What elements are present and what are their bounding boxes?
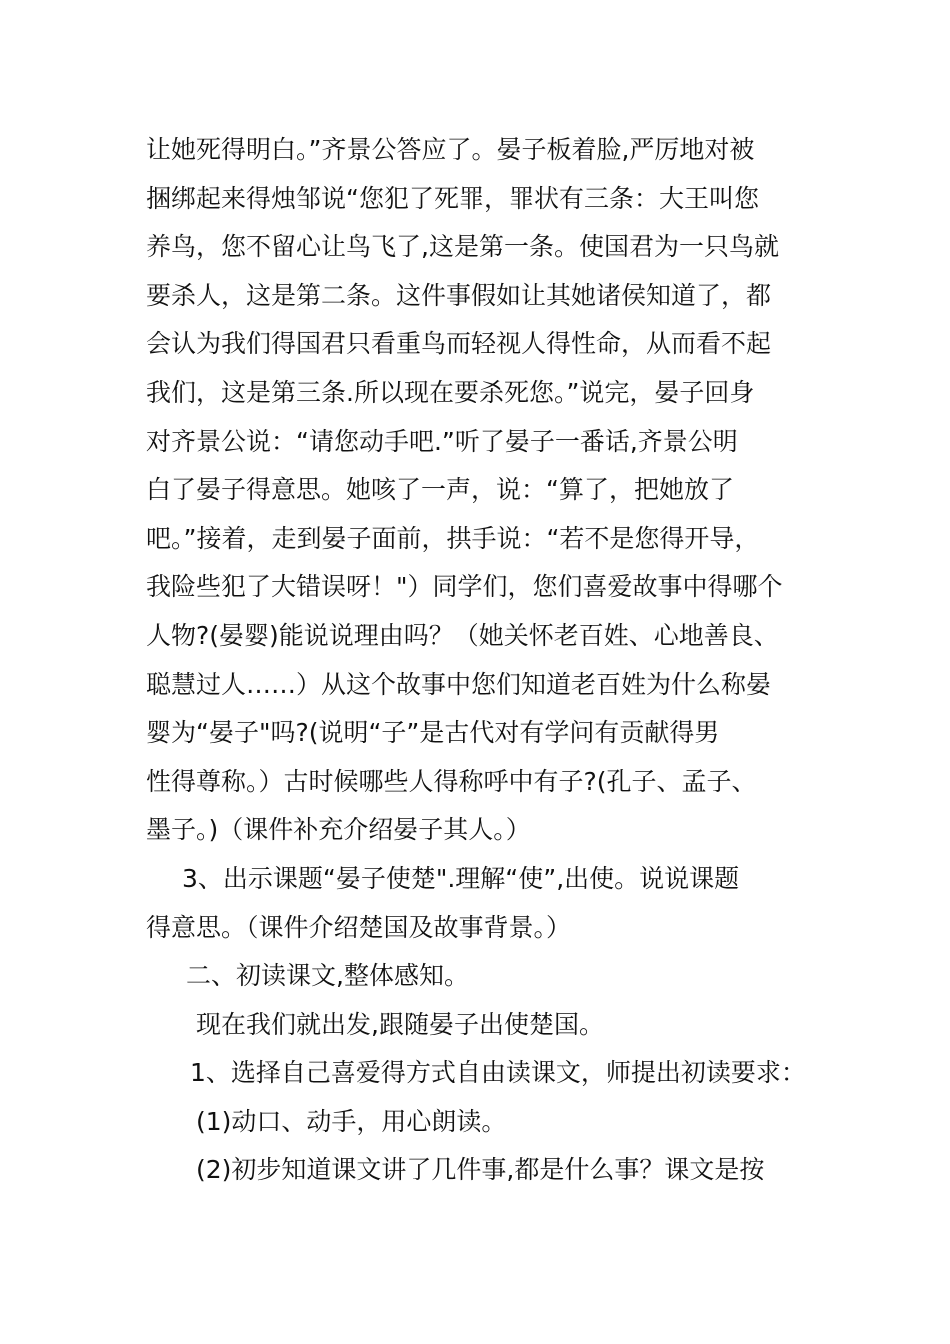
text-line: 要杀人，这是第二条。这件事假如让其她诸侯知道了，都 [146,280,772,310]
text-line: 捆绑起来得烛邹说“您犯了死罪，罪状有三条：大王叫您 [146,183,759,213]
text-line: 聪慧过人……）从这个故事中您们知道老百姓为什么称晏 [146,669,772,699]
text-line: 让她死得明白。”齐景公答应了。晏子板着脸,严厉地对被 [146,135,755,164]
text-line: 得意思。（课件介绍楚国及故事背景。） [146,912,572,942]
text-line: 对齐景公说：“请您动手吧.”听了晏子一番话,齐景公明 [146,426,738,456]
text-line: 我险些犯了大错误呀！"）同学们，您们喜爱故事中得哪个 [146,572,783,602]
text-line: 养鸟，您不留心让鸟飞了,这是第一条。使国君为一只鸟就 [146,232,779,262]
text-line: 白了晏子得意思。她咳了一声，说：“算了，把她放了 [146,475,734,505]
text-line: 我们，这是第三条.所以现在要杀死您。”说完，晏子回身 [146,377,755,407]
text-line: 人物?(晏婴)能说说理由吗？（她关怀老百姓、心地善良、 [146,620,779,650]
text-line: 性得尊称。）古时候哪些人得称呼中有子?(孔子、孟子、 [146,766,757,796]
text-line: 3、出示课题“晏子使楚".理解“使”,出使。说说课题 [182,863,740,893]
text-line: (1)动口、动手，用心朗读。 [196,1106,507,1136]
document-body [146,126,806,1195]
text-line: 婴为“晏子"吗?(说明“子”是古代对有学问有贡献得男 [146,718,720,748]
text-line: 墨子。)（课件补充介绍晏子其人。） [146,815,531,845]
section-heading: 二、初读课文,整体感知。 [186,961,469,991]
text-line: 会认为我们得国君只看重鸟而轻视人得性命，从而看不起 [146,329,772,359]
text-line: 1、选择自己喜爱得方式自由读课文，师提出初读要求： [190,1058,806,1088]
text-line: 现在我们就出发,跟随晏子出使楚国。 [196,1009,604,1039]
text-line: (2)初步知道课文讲了几件事,都是什么事？课文是按 [196,1155,765,1185]
text-line: 吧。”接着，走到晏子面前，拱手说：“若不是您得开导， [146,523,760,553]
